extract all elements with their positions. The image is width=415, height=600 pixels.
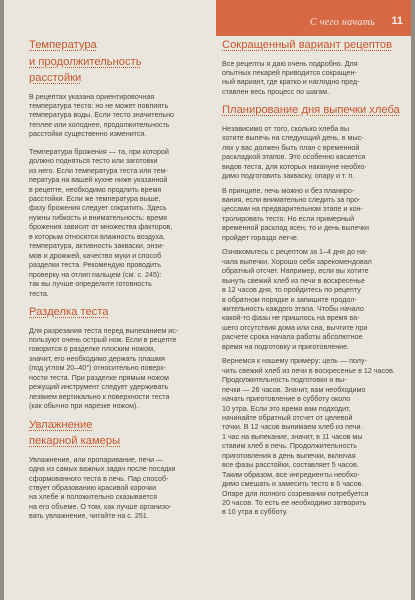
paragraph: Ознакомьтесь с рецептом за 1–4 дня до на- чала выпечки. Хорошо себя зарекомендовал обратный отсчет. Например, если вы хотите вынуть свежий хлеб из печи в воскресенье в 12 часов дня, то пройдитесь по рецепту в обратном порядке и запишите продол- жительность каждого этапа. Чтобы начало какой-то фазы не пришлось на время ва- шего отсутствия дома или сна, вычтите при расчете срока начала работы абсолютное время на подготовку и приготовление. <box>222 248 372 351</box>
paragraph: В рецептах указана ориентировочная температура теста: но не может повлиять температура воды. Если тесто значительно теплее или холоднее, продолжительность расстойки существенно изменится. <box>29 92 174 139</box>
heading-planning <box>222 105 402 117</box>
heading-line: Температура <box>29 39 97 51</box>
page-header-band <box>216 0 411 36</box>
paragraph: Для разрезания теста перед выпеканием ис- пользуют очень острый нож. Если в рецепте говорится о разделке плоским ножом, значит, его необходимо держать плашмя (под углом 20–40°) относительно поверх- ности теста. При разделке прямым ножом режущий инструмент следует удерживать лезвием вертикально к поверхности теста (как обычно при нарезке ножом). <box>29 326 179 411</box>
page-number: 11 <box>391 15 403 27</box>
heading-line: Увлажнение <box>29 418 93 431</box>
paragraph: Независимо от того, сколько хлеба вы хотите выпечь на следующий день, в мыс- лях у вас должен быть план с временной раскладкой этапов. Это особенно касается видов теста, для которых накануне необхо- димо подготовить закваску, опару и т. п. <box>222 124 367 181</box>
paragraph: Все рецепты я даю очень подробно. Для опытных пекарей приводится сокращен- ный вариант, где кратко и наглядно пред- ставлен весь процесс по шагам. <box>222 59 360 96</box>
book-page <box>4 0 411 600</box>
heading-line: и продолжительность <box>29 55 142 68</box>
heading-line: Сокращенный вариант рецептов <box>222 39 393 51</box>
paragraph: Вернемся к нашему примеру: цель — полу- чить свежий хлеб из печи в воскресенье в 12 часов. Продолжительность подготовки и вы- печки — 26 часов. Значит, вам необходимо начать приготовление в субботу около 10 утра. Если это время вам подходит, начинайте обратный отсчет от целевой точки. В 12 часов вынимаем хлеб из печи. 1 час на выпекание, значит, в 11 часов мы ставим хлеб в печь. Продолжительность приготовления в день выпечки, включая все фазы расстойки, составляет 5 часов. Таким образом, все ингредиенты необхо- димо смешать и замесить тесто в 6 часов. Опаре для полного созревания потребуется 20 часов. То есть ее необходимо затворить в 10 утра в субботу. <box>222 357 395 517</box>
heading-cutting <box>29 307 205 319</box>
heading-line: Разделка теста <box>29 306 109 319</box>
running-header-title: С чего начать <box>309 17 375 28</box>
heading-humidification <box>29 420 205 448</box>
paragraph: Температура брожения — та, при которой должно подняться тесто или заготовки из него. Если температура теста или тем- пература на вашей кухне ниже указанной в рецепте, необходимо продлить время расстойки. Если же температура выше, фазу брожения следует сократить. Здесь нужны гибкость и внимательность: время брожения зависит от множества факторов, в которым относятся влажность воздуха, температура, активность закваски, энзи- мов и дрожжей, качество муки и способ разделки теста. Рекомендую проводить проверку на отлип пальцем (см. с. 245): так вы лучше определите готовность теста. <box>29 147 173 298</box>
left-column <box>29 40 205 527</box>
heading-temperature <box>29 40 205 85</box>
paragraph: В принципе, печь можно и без планиро- вания, если внимательно следить за про- цессами на предварительном этапе и кон- тролировать тесто. Но если примерный временной расклад ясен, то и день выпечки пройдет гораздо легче. <box>222 186 370 242</box>
heading-line: расстойки <box>29 72 82 84</box>
heading-line: пекарной камеры <box>29 435 121 448</box>
heading-short-version <box>222 40 402 52</box>
right-column <box>222 40 402 523</box>
heading-line: Планирование дня выпечки хлеба <box>222 104 400 117</box>
paragraph: Увлажнение, или пропаривание, печи — одна из самых важных задач после посадки сформованного теста в печь. Пар способ- ствует образованию красивой корочки на хлебе и положительно сказывается на его объеме. О том, как лучше организо- вать увлажнение, читайте на с. 251. <box>29 455 176 521</box>
